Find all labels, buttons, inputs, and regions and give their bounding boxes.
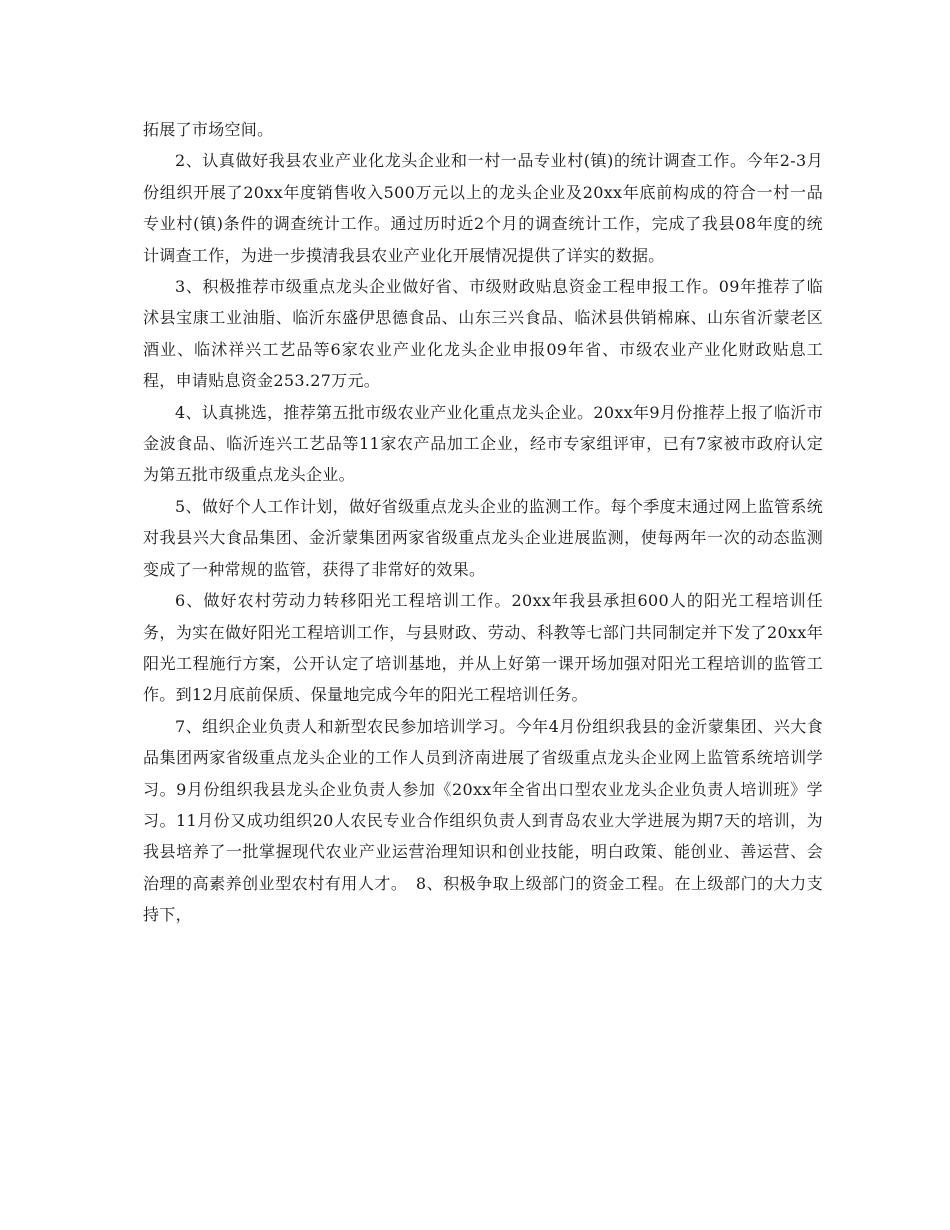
paragraph-item-5: 5、做好个人工作计划，做好省级重点龙头企业的监测工作。每个季度末通过网上监管系统对我县兴大食品集团、金沂蒙集团两家省级重点龙头企业进展监测，使每两年一次的动态监测变成了一种常规的监管，获得了非常好的效果。 [143, 496, 823, 579]
paragraph-continuation: 拓展了市场空间。 [143, 120, 274, 139]
paragraph-item-2: 2、认真做好我县农业产业化龙头企业和一村一品专业村(镇)的统计调查工作。今年2-3月份组织开展了20xx年度销售收入500万元以上的龙头企业及20xx年底前构成的符合一村一品专业村(镇)条件的调查统计工作。通过历时近2个月的调查统计工作，完成了我县08年度的统计调查工作，为进一步摸清我县农业产业化开展情况提供了详实的数据。 [143, 151, 823, 265]
paragraph-item-7: 7、组织企业负责人和新型农民参加培训学习。今年4月份组织我县的金沂蒙集团、兴大食品集团两家省级重点龙头企业的工作人员到济南进展了省级重点龙头企业网上监管系统培训学习。9月份组织我县龙头企业负责人参加《20xx年全省出口型农业龙头企业负责人培训班》学习。11月份又成功组织20人农民专业合作组织负责人到青岛农业大学进展为期7天的培训，为我县培养了一批掌握现代农业产业运营治理知识和创业技能，明白政策、能创业、善运营、会治理的高素养创业型农村有用人才。 8、积极争取上级部门的资金工程。在上级部门的大力支持下， [143, 716, 823, 925]
paragraph-item-4: 4、认真挑选，推荐第五批市级农业产业化重点龙头企业。20xx年9月份推荐上报了临沂市金波食品、临沂连兴工艺品等11家农产品加工企业，经市专家组评审，已有7家被市政府认定为第五批市级重点龙头企业。 [143, 402, 823, 485]
paragraph-item-3: 3、积极推荐市级重点龙头企业做好省、市级财政贴息资金工程申报工作。09年推荐了临沭县宝康工业油脂、临沂东盛伊思德食品、山东三兴食品、临沭县供销棉麻、山东省沂蒙老区酒业、临沭祥兴工艺品等6家农业产业化龙头企业申报09年省、市级农业产业化财政贴息工程，申请贴息资金253.27万元。 [143, 277, 823, 391]
paragraph-item-6: 6、做好农村劳动力转移阳光工程培训工作。20xx年我县承担600人的阳光工程培训任务，为实在做好阳光工程培训工作，与县财政、劳动、科教等七部门共同制定并下发了20xx年阳光工程施行方案，公开认定了培训基地，并从上好第一课开场加强对阳光工程培训的监管工作。到12月底前保质、保量地完成今年的阳光工程培训任务。 [143, 591, 823, 705]
document-page [143, 114, 823, 931]
